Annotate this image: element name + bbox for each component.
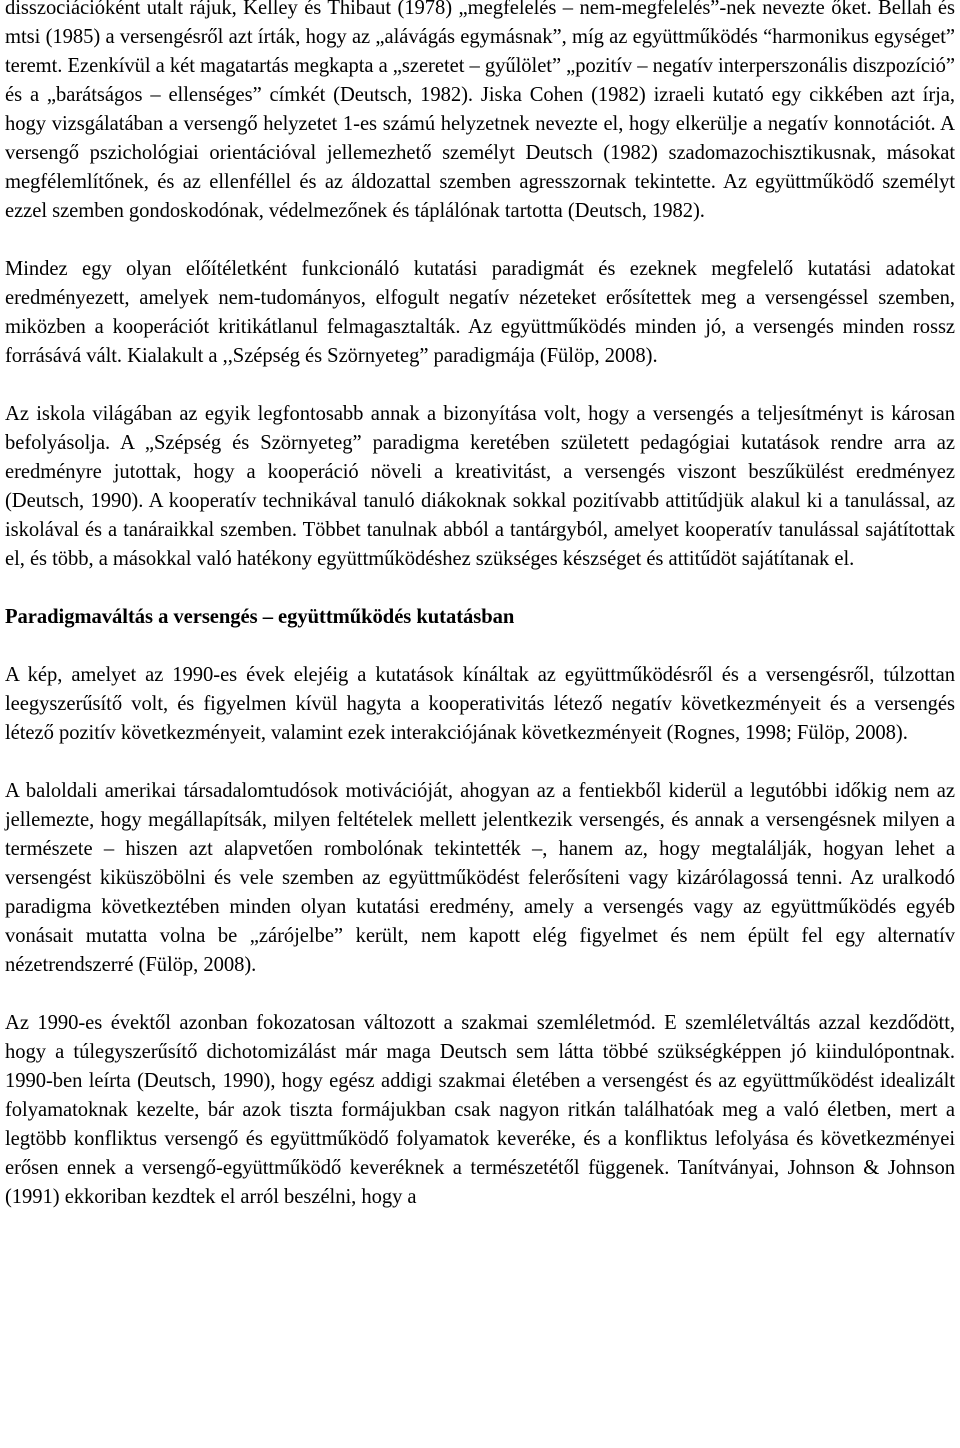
- section-paragraph-3: Az 1990-es évektől azonban fokozatosan változott a szakmai szemléletmód. E szemléletváltás azzal kezdődött, hogy a túlegyszerűsítő dichotomizálást már maga Deutsch sem látta többé szükségképpen jó kiindulópontnak. 1990-ben leírta (Deutsch, 1990), hogy egész addigi szakmai életében a versengést és az együttműködést idealizált folyamatoknak kezelte, bár azok tiszta formájukban csak nagyon ritkán találhatóak meg a való életben, mert a legtöbb konfliktus versengő és együttműködő folyamatok keveréke, és a konfliktus lefolyása és következményei erősen ennek a versengő-együttműködő keveréknek a természetétől függenek. Tanítványai, Johnson & Johnson (1991) ekkoriban kezdtek el arról beszélni, hogy a: [5, 1012, 955, 1208]
- body-paragraph-2: Mindez egy olyan előítéletként funkcionáló kutatási paradigmát és ezeknek megfelelő kutatási adatokat eredményezett, amelyek nem-tudományos, elfogult negatív nézeteket erősítettek meg a versengéssel szemben, miközben a kooperációt kritikátlanul felmagasztalták. Az együttműködés minden jó, a versengés minden rossz forrásává vált. Kialakult a ,,Szépség és Szörnyeteg” paradigmája (Fülöp, 2008).: [5, 258, 955, 367]
- section-heading: Paradigmaváltás a versengés – együttműködés kutatásban: [5, 606, 515, 628]
- document-page: [5, 0, 955, 1212]
- body-paragraph-3: Az iskola világában az egyik legfontosabb annak a bizonyítása volt, hogy a versengés a teljesítményt is károsan befolyásolja. A „Szépség és Szörnyeteg” paradigma keretében született pedagógiai kutatások rendre arra az eredményre jutottak, hogy a kooperáció növeli a kreativitást, a versengés viszont beszűkülést eredményez (Deutsch, 1990). A kooperatív technikával tanuló diákoknak sokkal pozitívabb attitűdjük alakul ki a tanulással, az iskolával és a tanáraikkal szemben. Többet tanulnak abból a tantárgyból, amelyet kooperatív tanulással sajátítottak el, és több, a másokkal való hatékony együttműködéshez szükséges készséget és attitűdöt sajátítanak el.: [5, 403, 955, 570]
- section-paragraph-2: A baloldali amerikai társadalomtudósok motivációját, ahogyan az a fentiekből kiderül a legutóbbi időkig nem az jellemezte, hogy megállapítsák, milyen feltételek mellett jelentkezik versengés, és annak a versengésnek milyen a természete – hiszen azt alapvetően rombolónak tekintették –, hanem az, hogy megtalálják, hogyan lehet a versengést kiküszöbölni és vele szemben az együttműködést felerősíteni vagy kizárólagossá tenni. Az uralkodó paradigma következtében minden olyan kutatási eredmény, amely a versengés vagy az együttműködés egyéb vonásait mutatta volna be „zárójelbe” került, nem kapott elég figyelmet és nem épült fel egy alternatív nézetrendszerré (Fülöp, 2008).: [5, 780, 955, 976]
- section-paragraph-1: A kép, amelyet az 1990-es évek elejéig a kutatások kínáltak az együttműködésről és a versengésről, túlzottan leegyszerűsítő volt, és figyelmen kívül hagyta a kooperativitás létező negatív következményeit és a versengés létező pozitív következményeit, valamint ezek interakciójának következményeit (Rognes, 1998; Fülöp, 2008).: [5, 664, 955, 744]
- body-paragraph-1: disszociációként utalt rájuk, Kelley és Thibaut (1978) „megfelelés – nem-megfelelés”-nek nevezte őket. Bellah és mtsi (1985) a versengésről azt írták, hogy az „alávágás egymásnak”, míg az együttműködés “harmonikus egységet” teremt. Ezenkívül a két magatartás megkapta a „szeretet – gyűlölet” „pozitív – negatív interperszonális diszpozíció” és a „barátságos – ellenséges” címkét (Deutsch, 1982). Jiska Cohen (1982) izraeli kutató egy cikkében azt írja, hogy vizsgálatában a versengő helyzetet 1-es számú helyzetnek nevezte el, hogy elkerülje a negatív konnotációt. A versengő pszichológiai orientációval jellemezhető személyt Deutsch (1982) szadomazochisztikusnak, másokat megfélemlítőnek, és az ellenféllel és az áldozattal szemben agresszornak tekintette. Az együttműködő személyt ezzel szemben gondoskodónak, védelmezőnek és táplálónak tartotta (Deutsch, 1982).: [5, 0, 955, 222]
